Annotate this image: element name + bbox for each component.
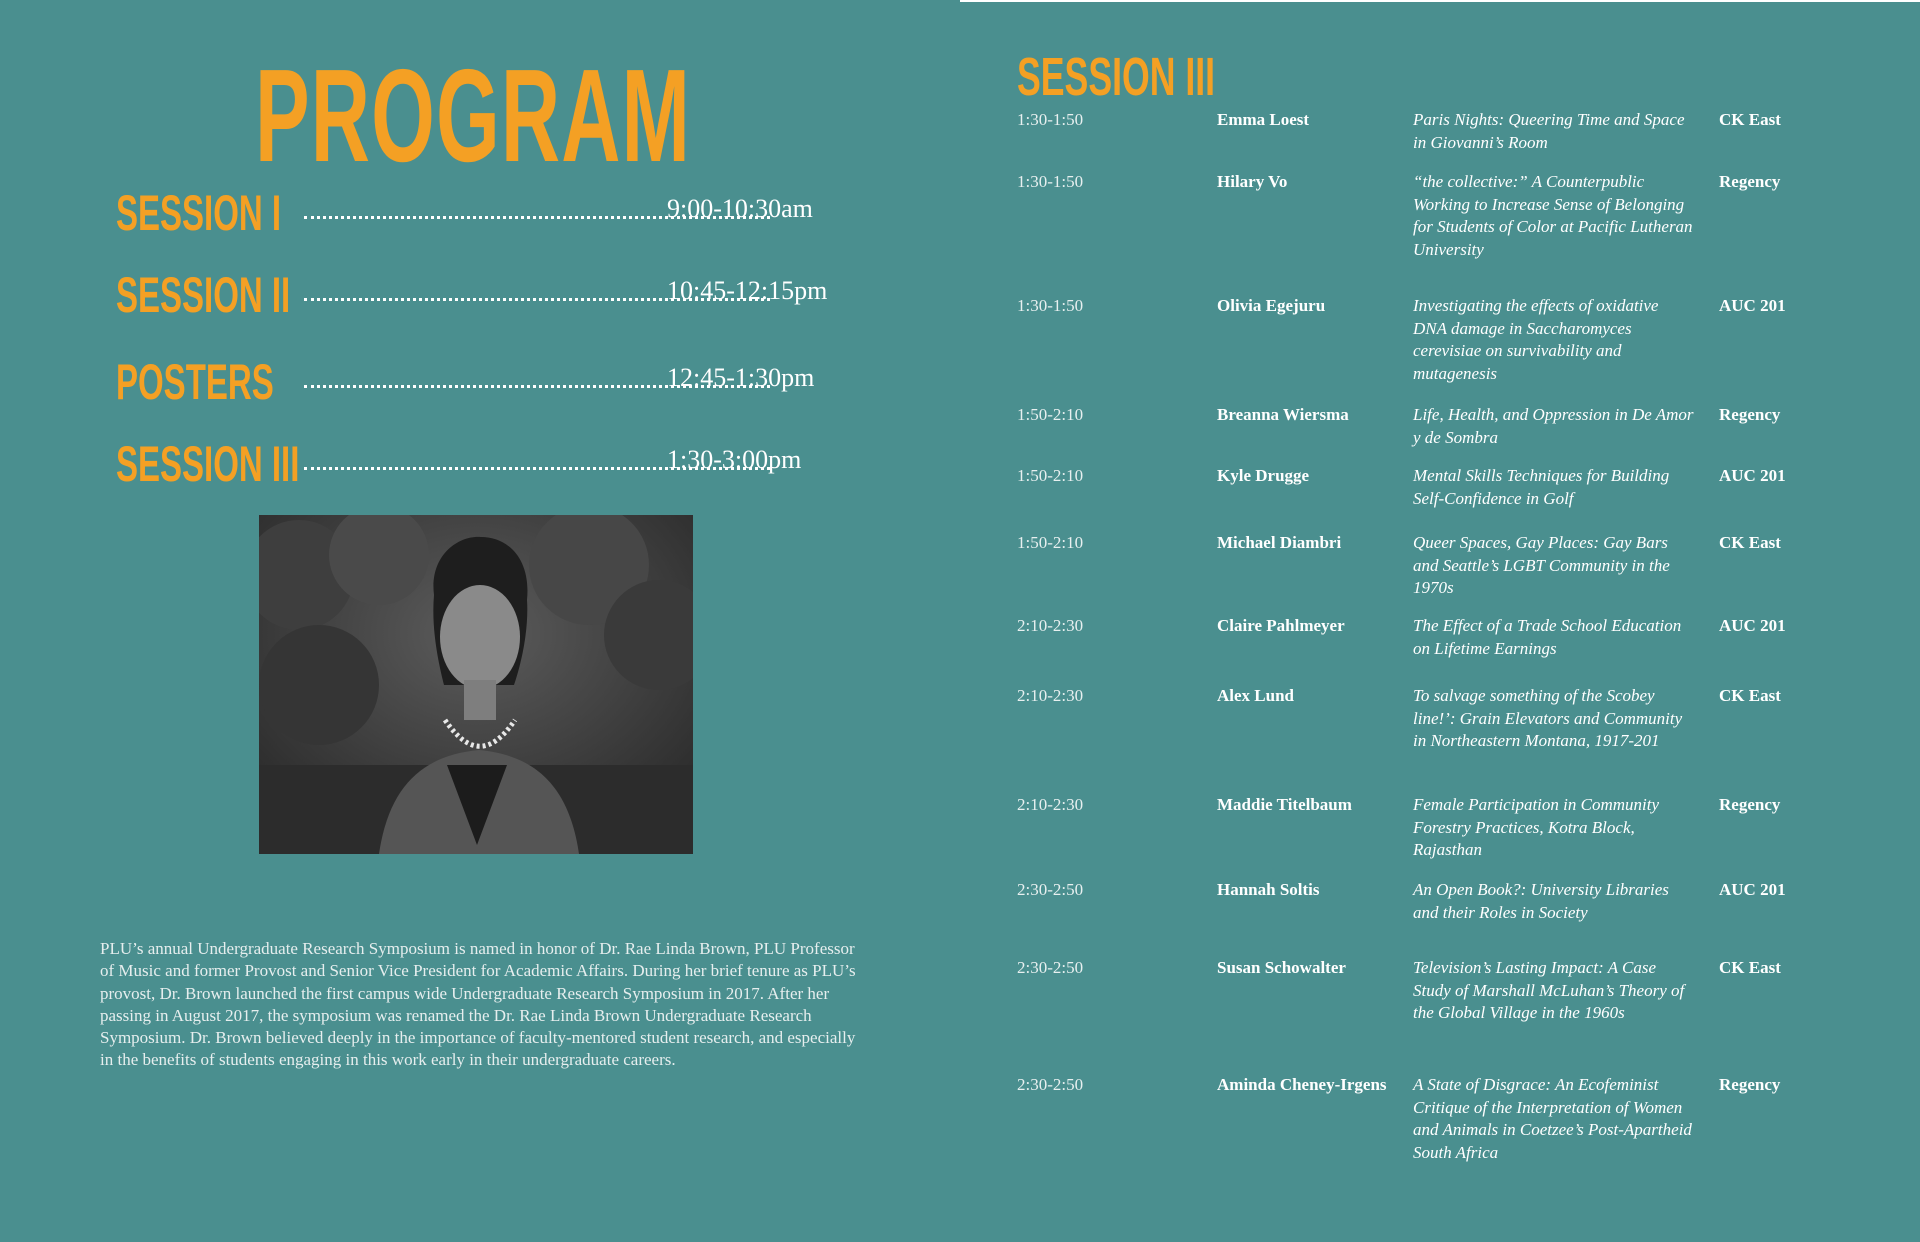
room: CK East — [1719, 533, 1781, 552]
session-time: 12:45-1:30pm — [667, 363, 815, 392]
portrait-image — [259, 515, 693, 854]
session-label: POSTERS — [116, 354, 274, 410]
session-row — [116, 436, 876, 509]
presenter-name: Emma Loest — [1217, 110, 1310, 129]
presenter-name: Alex Lund — [1217, 686, 1294, 705]
session-time: 1:30-3:00pm — [667, 445, 802, 474]
session-row — [116, 267, 876, 340]
presentation-title: Television’s Lasting Impact: A Case Study of Marshall McLuhan’s Theory of the Global Village in the 1960s — [1413, 958, 1685, 1022]
row-time: 2:10-2:30 — [1017, 686, 1084, 705]
room: AUC 201 — [1719, 466, 1786, 485]
presenter-name: Kyle Drugge — [1217, 466, 1310, 485]
session-iii-title: SESSION III — [1017, 47, 1216, 107]
presentation-title: To salvage something of the Scobey line!’: Grain Elevators and Community in Northeastern Montana, 1917-201 — [1413, 686, 1683, 750]
presenter-name: Susan Schowalter — [1217, 958, 1346, 977]
session-row — [116, 185, 876, 258]
row-time: 1:30-1:50 — [1017, 110, 1084, 129]
room: CK East — [1719, 110, 1781, 129]
presentation-title: The Effect of a Trade School Education on Lifetime Earnings — [1413, 616, 1682, 658]
session-time: 10:45-12:15pm — [667, 276, 828, 305]
row-time: 2:30-2:50 — [1017, 1075, 1084, 1094]
room: Regency — [1719, 1075, 1781, 1094]
presentation-title: Life, Health, and Oppression in De Amor y de Sombra — [1413, 405, 1694, 447]
top-divider-line — [960, 0, 1920, 2]
room: Regency — [1719, 795, 1781, 814]
row-time: 2:30-2:50 — [1017, 958, 1084, 977]
session-label: SESSION II — [116, 267, 291, 323]
row-time: 1:30-1:50 — [1017, 296, 1084, 315]
room: AUC 201 — [1719, 616, 1786, 635]
session-label: SESSION I — [116, 185, 282, 241]
presentation-title: A State of Disgrace: An Ecofeminist Critique of the Interpretation of Women and Animals in Coetzee’s Post-Apartheid South Africa — [1413, 1075, 1692, 1162]
presenter-name: Hannah Soltis — [1217, 880, 1320, 899]
row-time: 1:30-1:50 — [1017, 172, 1084, 191]
room: AUC 201 — [1719, 296, 1786, 315]
presentation-title: Queer Spaces, Gay Places: Gay Bars and Seattle’s LGBT Community in the 1970s — [1413, 533, 1670, 597]
row-time: 1:50-2:10 — [1017, 405, 1084, 424]
session-time: 9:00-10:30am — [667, 194, 813, 223]
room: CK East — [1719, 958, 1781, 977]
portrait-photo — [259, 515, 693, 854]
presentation-title: “the collective:” A Counterpublic Working to Increase Sense of Belonging for Students of Color at Pacific Lutheran University — [1413, 172, 1693, 259]
presenter-name: Aminda Cheney-Irgens — [1217, 1075, 1387, 1094]
presentation-title: Paris Nights: Queering Time and Space in Giovanni’s Room — [1413, 110, 1685, 152]
presenter-name: Claire Pahlmeyer — [1217, 616, 1345, 635]
presenter-name: Hilary Vo — [1217, 172, 1288, 191]
presenter-name: Maddie Titelbaum — [1217, 795, 1352, 814]
presenter-name: Michael Diambri — [1217, 533, 1342, 552]
room: Regency — [1719, 405, 1781, 424]
row-time: 2:10-2:30 — [1017, 795, 1084, 814]
session-label: SESSION III — [116, 436, 300, 492]
room: CK East — [1719, 686, 1781, 705]
presentation-title: Mental Skills Techniques for Building Self-Confidence in Golf — [1413, 466, 1670, 508]
row-time: 1:50-2:10 — [1017, 466, 1084, 485]
room: Regency — [1719, 172, 1781, 191]
session-row — [116, 354, 876, 427]
row-time: 2:30-2:50 — [1017, 880, 1084, 899]
row-time: 1:50-2:10 — [1017, 533, 1084, 552]
bio-paragraph: PLU’s annual Undergraduate Research Symposium is named in honor of Dr. Rae Linda Brown, PLU Professor of Music and former Provost and Senior Vice President for Academic Affairs. During her brief tenure as PLU’s provost, Dr. Brown launched the first campus wide Undergraduate Research Symposium in 2017. After her passing in August 2017, the symposium was renamed the Dr. Rae Linda Brown Undergraduate Research Symposium. Dr. Brown believed deeply in the importance of faculty-mentored student research, and especially in the benefits of students engaging in this work early in their undergraduate careers. — [100, 939, 856, 1070]
presenter-name: Breanna Wiersma — [1217, 405, 1349, 424]
presenter-name: Olivia Egejuru — [1217, 296, 1326, 315]
presentation-title: Investigating the effects of oxidative DNA damage in Saccharomyces cerevisiae on survivability and mutagenesis — [1413, 296, 1659, 383]
presentation-title: An Open Book?: University Libraries and their Roles in Society — [1413, 880, 1669, 922]
room: AUC 201 — [1719, 880, 1786, 899]
presentation-title: Female Participation in Community Forestry Practices, Kotra Block, Rajasthan — [1413, 795, 1659, 859]
program-title: PROGRAM — [255, 42, 692, 189]
row-time: 2:10-2:30 — [1017, 616, 1084, 635]
